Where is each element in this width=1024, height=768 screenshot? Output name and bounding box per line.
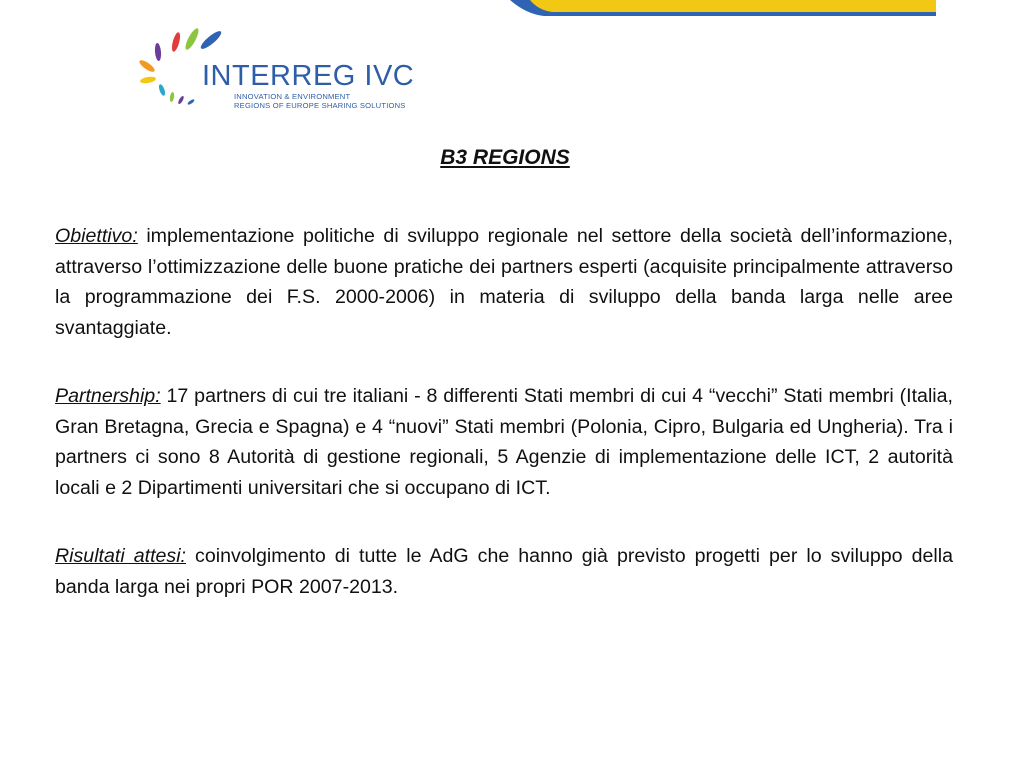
logo-tagline-1: INNOVATION & ENVIRONMENT [234, 92, 351, 101]
paragraph-label: Partnership: [55, 385, 161, 407]
top-decorative-band [500, 0, 936, 24]
interreg-logo [136, 26, 456, 116]
paragraph-label: Risultati attesi: [55, 545, 186, 567]
paragraph-partnership [55, 381, 953, 503]
paragraph-obiettivo [55, 221, 953, 343]
slide-body [55, 221, 953, 640]
slide-title: B3 REGIONS [440, 146, 570, 169]
paragraph-label: Obiettivo: [55, 225, 138, 247]
logo-title: INTERREG IVC [202, 60, 415, 92]
paragraph-risultati [55, 541, 953, 602]
paragraph-text: 17 partners di cui tre italiani - 8 differenti Stati membri di cui 4 “vecchi” Stati membri (Italia, Gran Bretagna, Grecia e Spagna) e 4 “nuovi” Stati membri (Polonia, Cipro, Bulgaria ed Ungheria). Tra i partners ci sono 8 Autorità di gestione regionali, 5 Agenzie di implementazione delle ICT, 2 autorità locali e 2 Dipartimenti universitari che si occupano di ICT. [55, 385, 953, 499]
paragraph-text: implementazione politiche di sviluppo regionale nel settore della società dell’informazione, attraverso l’ottimizzazione delle buone pratiche dei partners esperti (acquisite principalmente attraverso la programmazione dei F.S. 2000-2006) in materia di sviluppo della banda larga nelle aree svantaggiate. [55, 225, 953, 339]
band-yellow-shape [530, 0, 936, 12]
logo-tagline-2: REGIONS OF EUROPE SHARING SOLUTIONS [234, 101, 406, 110]
paragraph-text: coinvolgimento di tutte le AdG che hanno già previsto progetti per lo sviluppo della banda larga nei propri POR 2007-2013. [55, 545, 953, 598]
